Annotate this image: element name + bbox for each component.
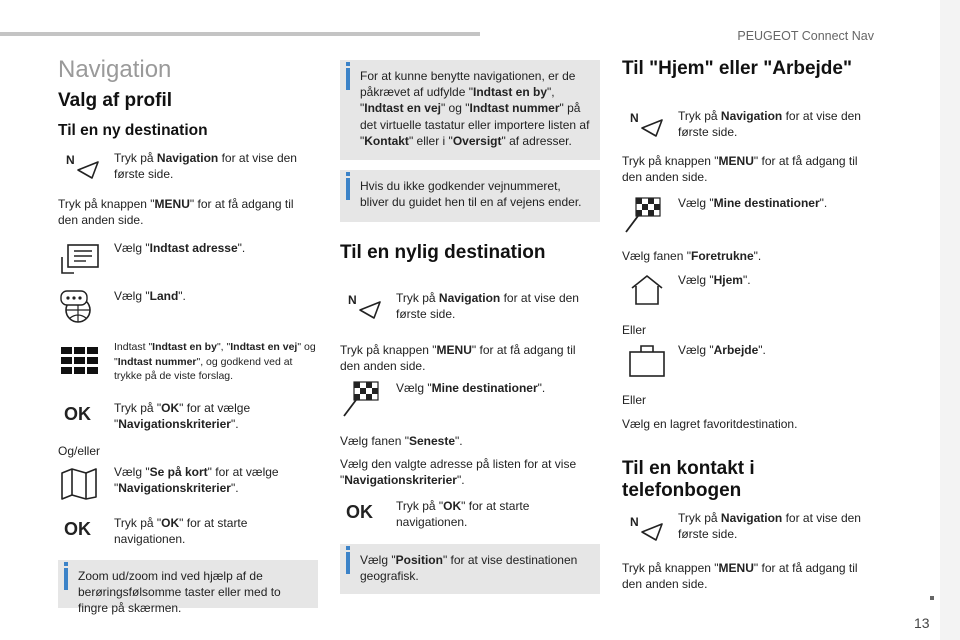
menu-instruction: Tryk på knappen "MENU" for at få adgang til den anden side. (58, 197, 294, 228)
svg-text:N: N (66, 153, 75, 167)
info-note-vejnummer: Hvis du ikke godkender vejnummeret, bliver du guidet hen til en af vejens ender. (340, 170, 600, 222)
og-eller-text: Og/eller (58, 444, 101, 458)
keyboard-icon (60, 346, 100, 376)
work-briefcase-icon (628, 344, 668, 378)
heading-nylig-destination: Til en nylig destination (340, 242, 546, 263)
svg-text:N: N (630, 515, 639, 529)
step-arbejde: Vælg "Arbejde". (678, 343, 766, 357)
heading-hjem-arbejde: Til "Hjem" eller "Arbejde" (622, 58, 852, 79)
page-number: 13 (914, 615, 930, 631)
destination-flag-icon (622, 196, 662, 234)
page-edge-band (940, 0, 960, 640)
step-navigation: Tryk på Navigation for at vise den første side. (396, 291, 579, 322)
heading-kontakt-telefonbog: Til en kontakt i telefonbogen (622, 458, 755, 501)
step-navigation: Tryk på Navigation for at vise den første side. (678, 109, 861, 140)
info-note-zoom: Zoom ud/zoom ind ved hjælp af de berøringsfølsomme taster eller med to fingre på skærmen. (58, 560, 318, 608)
step-indtast-adresse: Vælg "Indtast adresse". (114, 241, 246, 255)
navigation-arrow-icon (346, 290, 382, 320)
step-se-paa-kort: Vælg "Se på kort" for at vælge "Navigationskriterier". (114, 465, 279, 496)
step-mine-destinationer: Vælg "Mine destinationer". (396, 381, 546, 395)
heading-valg-af-profil: Valg af profil (58, 90, 173, 111)
step-mine-destinationer: Vælg "Mine destinationer". (678, 196, 828, 210)
address-entry-icon (60, 243, 100, 277)
continuation-dot (930, 596, 934, 600)
country-globe-icon (60, 290, 98, 324)
heading-ny-destination: Til en ny destination (58, 122, 208, 139)
header-rule (0, 32, 480, 36)
info-icon (346, 68, 350, 90)
ok-icon: OK (346, 502, 373, 522)
step-navigation: Tryk på Navigation for at vise den første side. (114, 151, 297, 182)
map-icon (60, 467, 100, 501)
info-note-required-fields: For at kunne benytte navigationen, er de påkrævet af udfylde "Indtast en by", "Indtast en vej" og "Indtast nummer" på det virtuelle tastatur eller importere listen af "Kontakt" eller i "Oversigt" af adresser. (340, 60, 600, 160)
list-instruction: Vælg den valgte adresse på listen for at vise "Navigationskriterier". (340, 457, 577, 488)
destination-flag-icon (340, 380, 380, 418)
menu-instruction: Tryk på knappen "MENU" for at få adgang til den anden side. (622, 154, 858, 185)
home-icon (628, 274, 666, 306)
section-title: Navigation (58, 56, 172, 83)
navigation-arrow-icon (64, 150, 100, 180)
favorite-instruction: Vælg en lagret favoritdestination. (622, 417, 798, 431)
ok-icon: OK (64, 519, 91, 539)
step-indtast-felter: Indtast "Indtast en by", "Indtast en vej" og "Indtast nummer", og godkend ved at trykke på de viste forslag. (114, 341, 316, 383)
info-icon (346, 178, 350, 200)
info-note-position: Vælg "Position" for at vise destinationen geografisk. (340, 544, 600, 594)
header-title: PEUGEOT Connect Nav (737, 29, 874, 43)
info-icon (64, 568, 68, 590)
step-land: Vælg "Land". (114, 289, 186, 303)
step-ok-start: Tryk på "OK" for at starte navigationen. (396, 499, 530, 530)
step-hjem: Vælg "Hjem". (678, 273, 751, 287)
navigation-arrow-icon (628, 108, 664, 138)
step-ok-start: Tryk på "OK" for at starte navigationen. (114, 516, 248, 547)
svg-text:N: N (630, 111, 639, 125)
ok-icon: OK (64, 404, 91, 424)
menu-instruction: Tryk på knappen "MENU" for at få adgang til den anden side. (340, 343, 576, 374)
tab-instruction: Vælg fanen "Seneste". (340, 434, 463, 448)
svg-text:N: N (348, 293, 357, 307)
navigation-arrow-icon (628, 512, 664, 542)
menu-instruction: Tryk på knappen "MENU" for at få adgang til den anden side. (622, 561, 858, 592)
step-navigation: Tryk på Navigation for at vise den første side. (678, 511, 861, 542)
step-ok-kriterier: Tryk på "OK" for at vælge "Navigationskriterier". (114, 401, 251, 432)
eller-text: Eller (622, 323, 647, 337)
tab-instruction: Vælg fanen "Foretrukne". (622, 249, 762, 263)
info-icon (346, 552, 350, 574)
eller-text: Eller (622, 393, 647, 407)
